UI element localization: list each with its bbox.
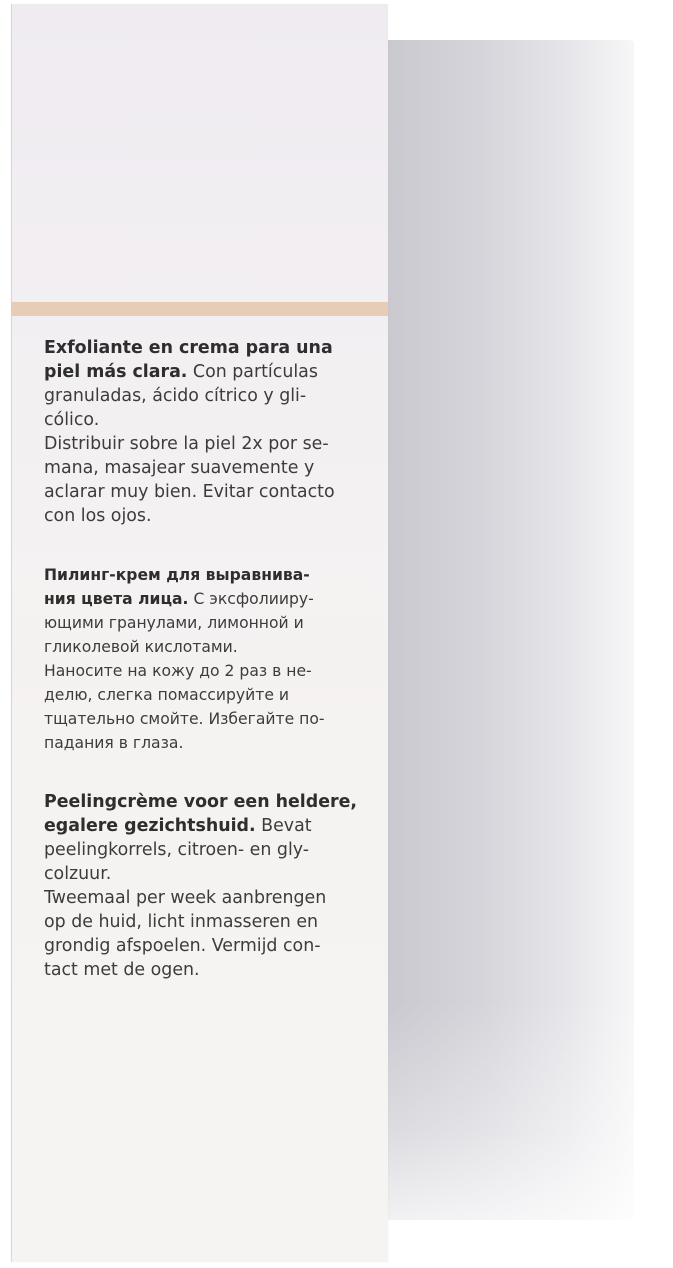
line: piel más clara. Con partículas — [44, 362, 318, 382]
line: grondig afspoelen. Vermijd con- — [44, 936, 321, 956]
line: peelingkorrels, citroen- en gly- — [44, 840, 310, 860]
dutch-instructions — [44, 886, 372, 982]
line: падания в глаза. — [44, 734, 184, 752]
line: op de huid, licht inmasseren en — [44, 912, 319, 932]
line: egalere gezichtshuid. Bevat — [44, 816, 312, 836]
line: Tweemaal per week aanbrengen — [44, 888, 327, 908]
line: ния цвета лица. С эксфолииру- — [44, 590, 314, 608]
spanish-instructions — [44, 432, 372, 528]
line: ющими гранулами, лимонной и — [44, 614, 304, 632]
russian-instructions — [44, 659, 372, 755]
line: делю, слегка помассируйте и — [44, 686, 290, 704]
line: Пилинг-крем для выравнива- — [44, 566, 310, 584]
line: Distribuir sobre la piel 2x por se- — [44, 434, 329, 454]
line: Наносите на кожу до 2 раз в не- — [44, 662, 312, 680]
russian-description — [44, 563, 372, 659]
line: granuladas, ácido cítrico y gli- — [44, 386, 307, 406]
text-block-spanish — [44, 336, 372, 528]
text-block-russian — [44, 563, 372, 755]
spanish-description — [44, 336, 372, 432]
line: colzuur. — [44, 864, 112, 884]
line: tact met de ogen. — [44, 960, 200, 980]
accent-stripe — [11, 302, 388, 316]
line: con los ojos. — [44, 506, 152, 526]
line: гликолевой кислотами. — [44, 638, 238, 656]
line: cólico. — [44, 410, 100, 430]
text-block-dutch — [44, 790, 372, 982]
dutch-description — [44, 790, 372, 886]
product-box-side-panel — [11, 4, 388, 1262]
box-shadow — [384, 40, 634, 1220]
line: aclarar muy bien. Evitar contacto — [44, 482, 335, 502]
line: Exfoliante en crema para una — [44, 338, 333, 358]
line: mana, masajear suavemente y — [44, 458, 315, 478]
line: тщательно смойте. Избегайте по- — [44, 710, 325, 728]
line: Peelingcrème voor een heldere, — [44, 792, 357, 812]
